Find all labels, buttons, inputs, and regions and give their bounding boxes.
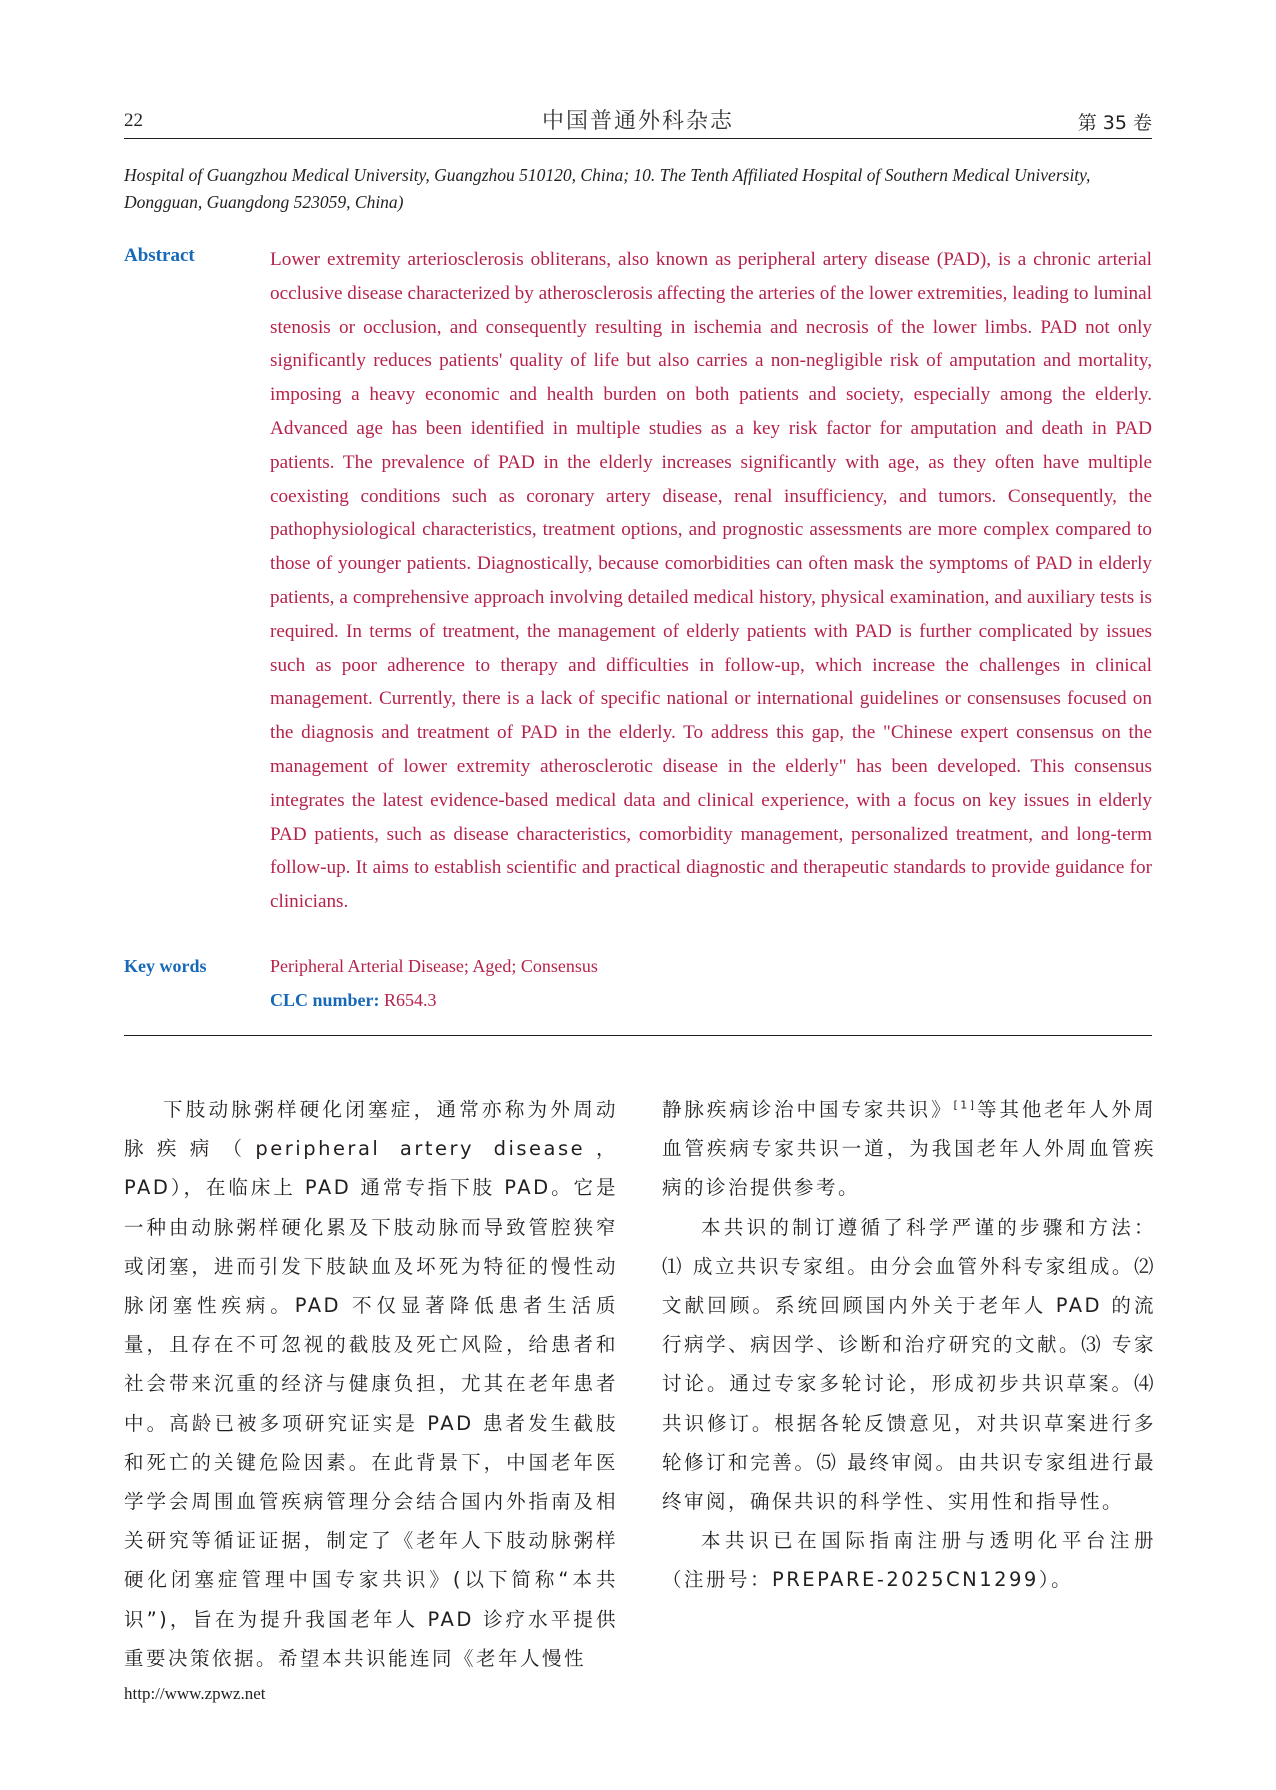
body-paragraph: 本共识的制订遵循了科学严谨的步骤和方法：⑴ 成立共识专家组。由分会血管外科专家组成。⑵ 文献回顾。系统回顾国内外关于老年人 PAD 的流行病学、病因学、诊断和治疗研究的文献。⑶ 专家讨论。通过专家多轮讨论，形成初步共识草案。⑷ 共识修订。根据各轮反馈意见，对共识草案进行多轮修订和完善。⑸ 最终审阅。由共识专家组进行最终审阅，确保共识的科学性、实用性和指导性。 bbox=[662, 1215, 1156, 1514]
keywords-label: Key words bbox=[124, 956, 207, 976]
keywords-text: Peripheral Arterial Disease; Aged; Consensus bbox=[270, 956, 598, 976]
running-header bbox=[124, 104, 1152, 139]
clc-value: R654.3 bbox=[384, 990, 437, 1010]
author-affiliation: Hospital of Guangzhou Medical University, Guangzhou 510120, China; 10. The Tenth Affiliated Hospital of Southern Medical University, Dongguan, Guangdong 523059, China) bbox=[124, 165, 1091, 212]
continuation-text-end: 等其他老年人外周血管疾病专家共识一道，为我国老年人外周血管疾病的诊治提供参考。 bbox=[662, 1098, 1156, 1200]
reference-mark[interactable]: [1] bbox=[953, 1098, 977, 1112]
clc-label: CLC number: bbox=[270, 990, 380, 1010]
abstract-text: Lower extremity arteriosclerosis obliterans, also known as peripheral artery disease (PAD), is a chronic arterial occlusive disease characterized by atherosclerosis affecting the arteries of the lower extremities, leading to luminal stenosis or occlusion, and consequently resulting in ischemia and necrosis of the lower limbs. PAD not only significantly reduces patients' quality of life but also carries a non-negligible risk of amputation and mortality, imposing a heavy economic and health burden on both patients and society, especially among the elderly. Advanced age has been identified in multiple studies as a key risk factor for amputation and death in PAD patients. The prevalence of PAD in the elderly increases significantly with age, as they often have multiple coexisting conditions such as coronary artery disease, renal insufficiency, and tumors. Consequently, the pathophysiological characteristics, treatment options, and prognostic assessments are more complex compared to those of younger patients. Diagnostically, because comorbidities can often mask the symptoms of PAD in elderly patients, a comprehensive approach involving detailed medical history, physical examination, and auxiliary tests is required. In terms of treatment, the management of elderly patients with PAD is further complicated by issues such as poor adherence to therapy and difficulties in follow-up, which increase the challenges in clinical management. Currently, there is a lack of specific national or international guidelines or consensuses focused on the diagnosis and treatment of PAD in the elderly. To address this gap, the "Chinese expert consensus on the management of lower extremity atherosclerotic disease in the elderly" has been developed. This consensus integrates the latest evidence-based medical data and clinical experience, with a focus on key issues in elderly PAD patients, such as disease characteristics, comorbidity management, personalized treatment, and long-term follow-up. It aims to establish scientific and practical diagnostic and therapeutic standards to provide guidance for clinicians. bbox=[270, 249, 1152, 913]
clc-number bbox=[270, 990, 437, 1011]
journal-title: 中国普通外科杂志 bbox=[541, 109, 734, 134]
body-paragraph: 下肢动脉粥样硬化闭塞症，通常亦称为外周动脉疾病（peripheral artery disease，PAD），在临床上 PAD 通常专指下肢 PAD。它是一种由动脉粥样硬化累及下肢动脉而导致管腔狭窄或闭塞，进而引发下肢缺血及坏死为特征的慢性动脉闭塞性疾病。PAD 不仅显著降低患者生活质量，且存在不可忽视的截肢及死亡风险，给患者和社会带来沉重的经济与健康负担，尤其在老年患者中。高龄已被多项研究证实是 PAD 患者发生截肢和死亡的关键危险因素。在此背景下，中国老年医学学会周围血管疾病管理分会结合国内外指南及相关研究等循证证据，制定了《老年人下肢动脉粥样硬化闭塞症管理中国专家共识》(以下简称“本共识”)，旨在为提升我国老年人 PAD 诊疗水平提供重要决策依据。希望本共识能连同《老年人慢性 bbox=[124, 1098, 618, 1670]
body-column-right bbox=[662, 1090, 1156, 1600]
body-paragraph-continued bbox=[662, 1090, 1156, 1208]
page-number: 22 bbox=[124, 110, 143, 131]
volume-label: 第 35 卷 bbox=[1077, 112, 1152, 134]
body-paragraph: 本共识已在国际指南注册与透明化平台注册（注册号：PREPARE-2025CN1299）。 bbox=[662, 1529, 1156, 1592]
abstract-label: Abstract bbox=[124, 245, 195, 266]
continuation-text: 静脉疾病诊治中国专家共识》 bbox=[662, 1098, 954, 1121]
body-column-left bbox=[124, 1090, 618, 1678]
section-divider bbox=[124, 1035, 1152, 1036]
footer-url[interactable]: http://www.zpwz.net bbox=[124, 1684, 266, 1703]
